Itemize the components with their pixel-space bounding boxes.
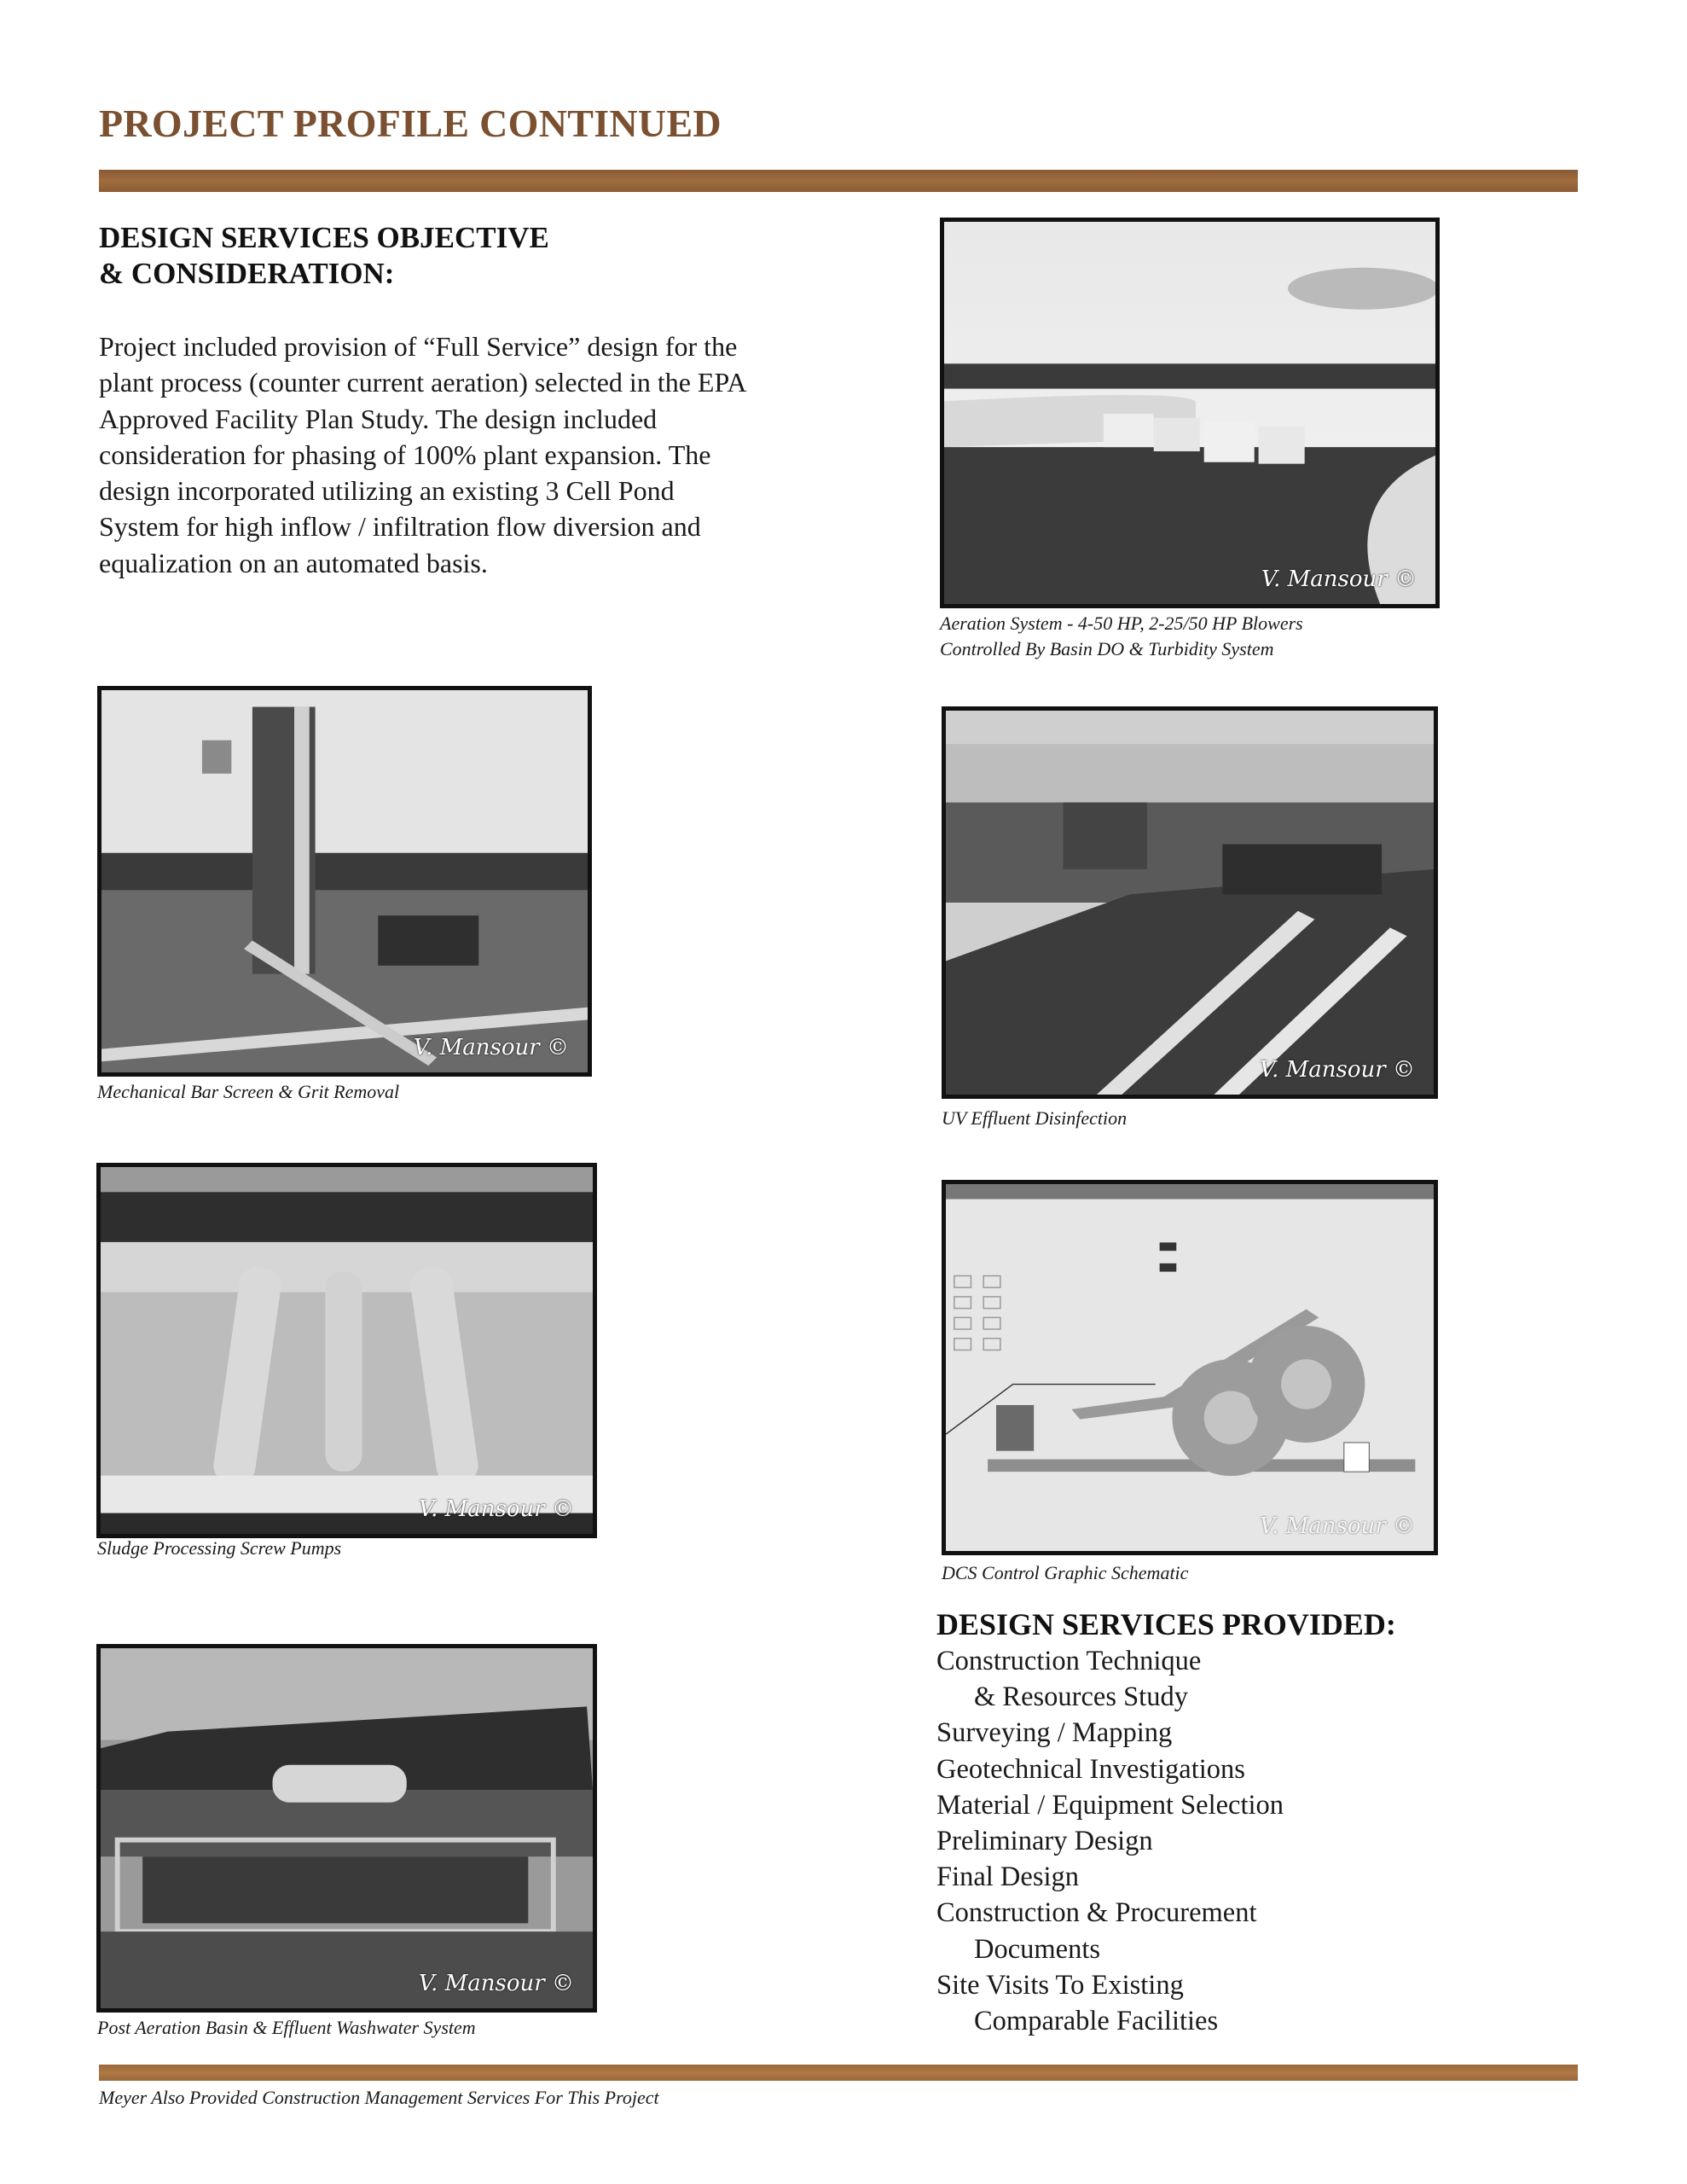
- photo-watermark: V. Mansour ©: [418, 1971, 574, 1996]
- services-heading: DESIGN SERVICES PROVIDED:: [936, 1607, 1396, 1641]
- service-item: Preliminary Design: [936, 1826, 1153, 1857]
- bar-screen-photo-image: [101, 690, 588, 1072]
- header-divider-bar: [99, 170, 1578, 192]
- service-item: Geotechnical Investigations: [936, 1753, 1245, 1785]
- photo-bar-screen: [97, 686, 592, 1077]
- service-item: Construction & Procurement: [936, 1897, 1257, 1929]
- photo-watermark: V. Mansour ©: [1259, 1513, 1415, 1539]
- service-item: Surveying / Mapping: [936, 1717, 1173, 1749]
- dcs-photo-image: [946, 1184, 1434, 1551]
- caption-dcs-schematic: DCS Control Graphic Schematic: [942, 1562, 1189, 1583]
- service-item: Comparable Facilities: [974, 2006, 1219, 2037]
- service-item: Material / Equipment Selection: [936, 1789, 1284, 1821]
- photo-watermark: V. Mansour ©: [1261, 566, 1417, 592]
- caption-uv-disinfection: UV Effluent Disinfection: [942, 1107, 1128, 1129]
- page-title: PROJECT PROFILE CONTINUED: [99, 102, 722, 145]
- caption-sludge-screw-pumps: Sludge Processing Screw Pumps: [97, 1537, 342, 1559]
- photo-sludge-screw-pumps: [96, 1163, 597, 1538]
- photo-watermark: V. Mansour ©: [413, 1035, 569, 1060]
- footer-note: Meyer Also Provided Construction Management Services For This Project: [99, 2087, 659, 2108]
- sludge-photo-image: [101, 1167, 593, 1534]
- caption-post-aeration-basin: Post Aeration Basin & Effluent Washwater System: [97, 2017, 476, 2038]
- objective-body: Project included provision of “Full Service” design for the plant process (counter current aeration) selected in the EPA Approved Facility Plan Study. The design included consideration for phasing of 100% plant expansion. The design incorporated utilizing an existing 3 Cell Pond System for high inflow / infiltration flow diversion and equalization on an automated basis.: [99, 331, 745, 578]
- uv-photo-image: [946, 711, 1434, 1095]
- caption-line: Controlled By Basin DO & Turbidity System: [940, 638, 1274, 659]
- photo-watermark: V. Mansour ©: [1259, 1057, 1415, 1083]
- caption-bar-screen: Mechanical Bar Screen & Grit Removal: [97, 1081, 400, 1102]
- photo-uv-disinfection: [942, 706, 1438, 1099]
- photo-dcs-schematic: [942, 1180, 1438, 1555]
- objective-heading-line1: DESIGN SERVICES OBJECTIVE: [99, 221, 549, 254]
- objective-heading-line2: & CONSIDERATION:: [99, 257, 395, 290]
- objective-heading: [99, 220, 549, 292]
- post-aeration-photo-image: [101, 1648, 593, 2008]
- aeration-photo-image: [944, 222, 1435, 604]
- service-item: Site Visits To Existing: [936, 1969, 1184, 2001]
- photo-aeration-system: [940, 218, 1440, 608]
- photo-watermark: V. Mansour ©: [418, 1496, 574, 1522]
- service-item: & Resources Study: [974, 1682, 1188, 1713]
- service-item: Final Design: [936, 1862, 1080, 1893]
- service-item: Construction Technique: [936, 1646, 1202, 1676]
- footer-divider-bar: [99, 2065, 1578, 2081]
- services-list: [936, 1643, 1284, 2039]
- caption-aeration-system: [940, 611, 1303, 662]
- service-item: Documents: [974, 1933, 1101, 1965]
- caption-line: Aeration System - 4-50 HP, 2-25/50 HP Blowers: [940, 613, 1303, 634]
- photo-post-aeration-basin: [96, 1644, 597, 2013]
